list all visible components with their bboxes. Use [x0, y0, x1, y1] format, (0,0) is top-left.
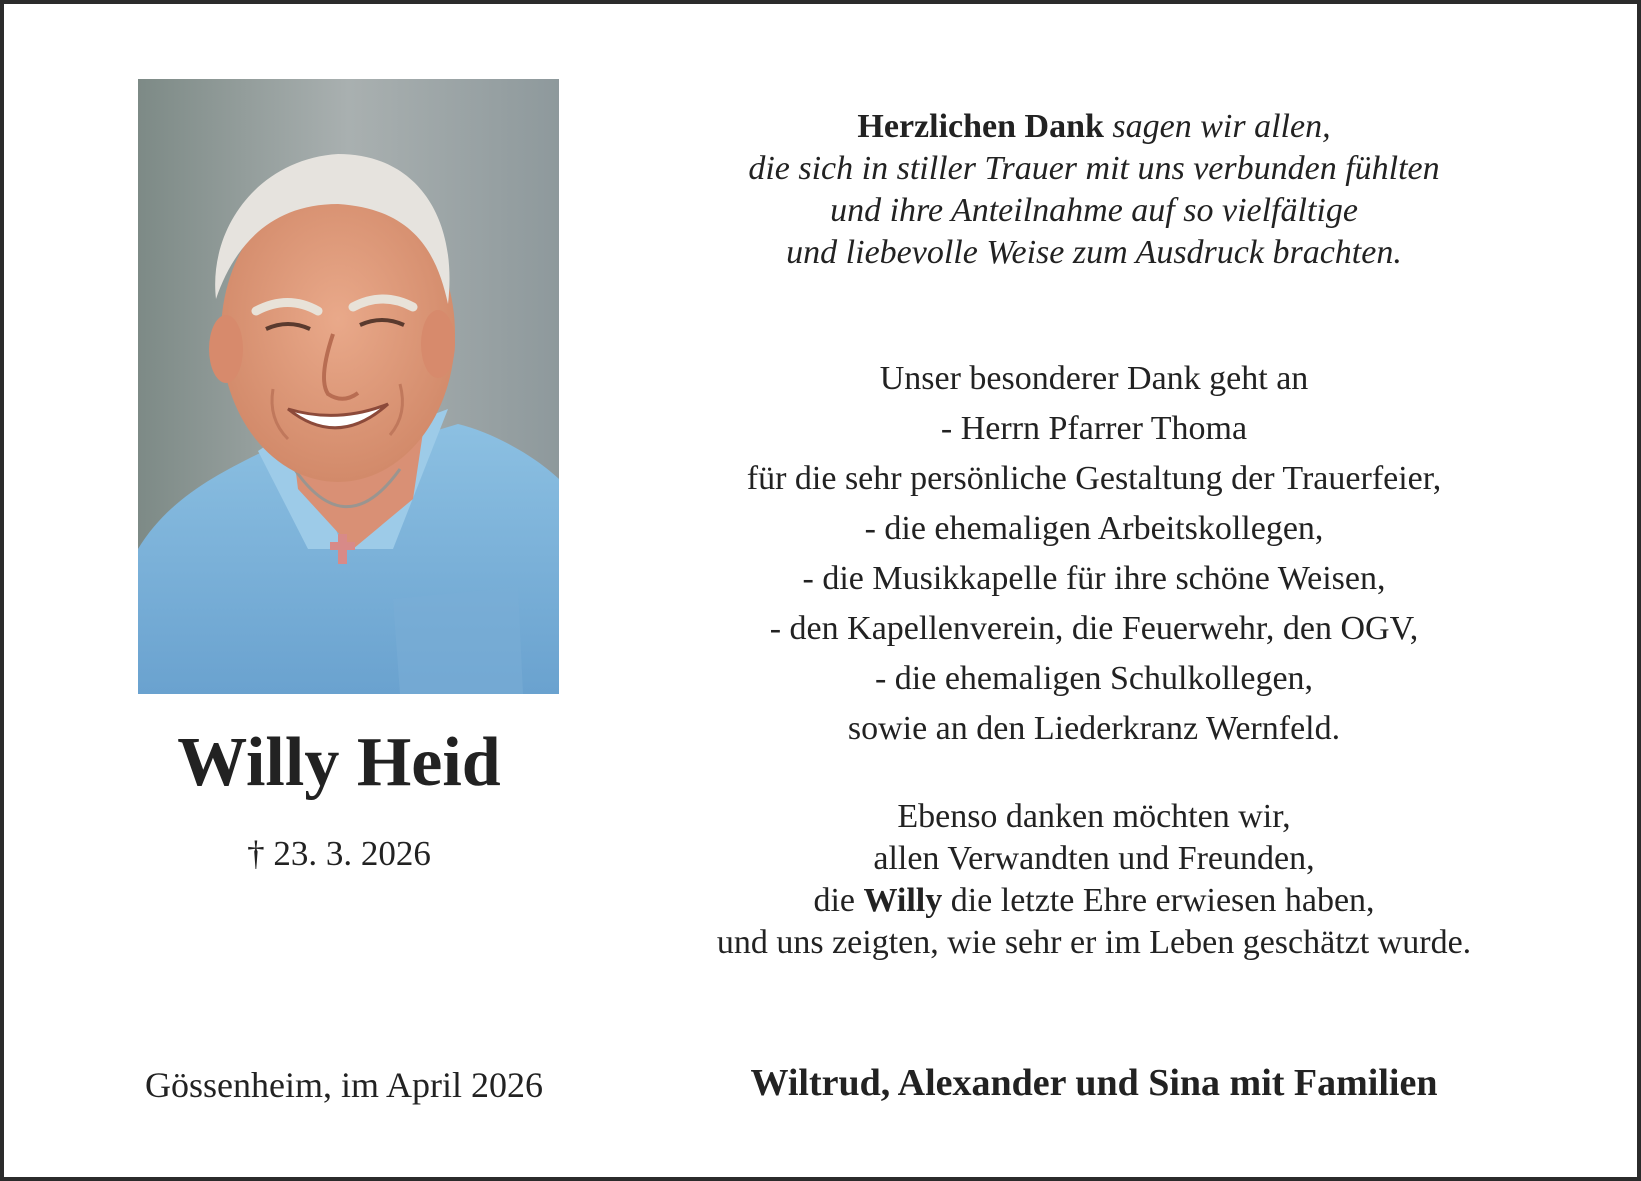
family-signature: Wiltrud, Alexander und Sina mit Familien — [750, 1062, 1438, 1104]
closing-line-3-name: Willy — [863, 882, 943, 919]
intro-paragraph — [644, 106, 1544, 274]
closing-line-4: und uns zeigten, wie sehr er im Leben geschätzt wurde. — [716, 924, 1472, 961]
closing-line-2: allen Verwandten und Freunden, — [873, 840, 1315, 877]
special-thanks-line: - die ehemaligen Schulkollegen, — [874, 660, 1314, 697]
place-and-date: Gössenheim, im April 2026 — [145, 1065, 543, 1105]
intro-line-4: und liebevolle Weise zum Ausdruck brachten. — [786, 234, 1402, 271]
closing-line-3-pre: die — [813, 882, 864, 919]
closing-line-3 — [644, 880, 1544, 922]
portrait-photo — [138, 79, 559, 694]
special-thanks-line: für die sehr persönliche Gestaltung der Trauerfeier, — [746, 460, 1442, 497]
intro-italic-text: sagen wir allen, — [1103, 108, 1331, 145]
special-thanks-line: sowie an den Liederkranz Wernfeld. — [847, 710, 1341, 747]
intro-line-3: und ihre Anteilnahme auf so vielfältige — [830, 192, 1358, 229]
closing-paragraph — [644, 796, 1544, 964]
special-thanks-line: - den Kapellenverein, die Feuerwehr, den OGV, — [769, 610, 1419, 647]
special-thanks-list — [644, 354, 1544, 754]
special-thanks-line: - die Musikkapelle für ihre schöne Weisen, — [802, 560, 1386, 597]
special-thanks-line: - Herrn Pfarrer Thoma — [940, 410, 1248, 447]
intro-line-1 — [644, 106, 1544, 148]
death-date: † 23. 3. 2026 — [247, 834, 431, 873]
intro-bold-text: Herzlichen Dank — [857, 108, 1104, 145]
deceased-name: Willy Heid — [177, 724, 501, 801]
intro-line-2: die sich in stiller Trauer mit uns verbunden fühlten — [748, 150, 1440, 187]
special-thanks-line: Unser besonderer Dank geht an — [879, 360, 1309, 397]
special-thanks-line: - die ehemaligen Arbeitskollegen, — [864, 510, 1324, 547]
closing-line-1: Ebenso danken möchten wir, — [897, 798, 1291, 835]
closing-line-3-post: die letzte Ehre erwiesen haben, — [942, 882, 1375, 919]
